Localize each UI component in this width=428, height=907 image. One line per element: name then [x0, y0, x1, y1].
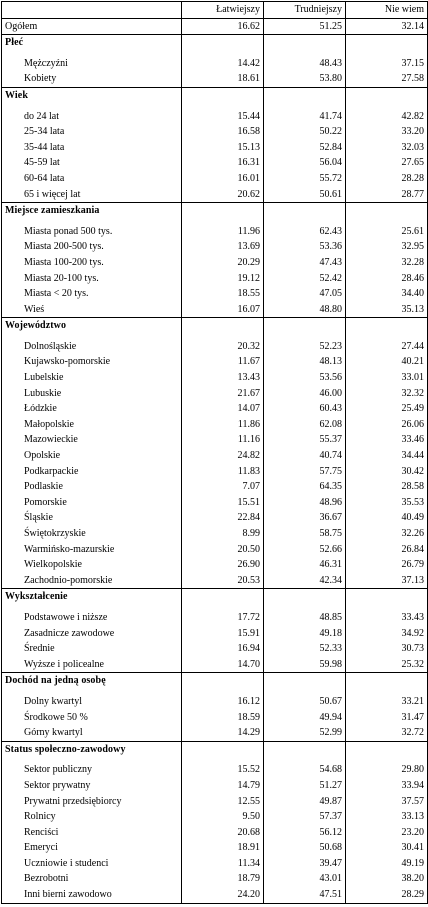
cell-harder: 48.96: [264, 495, 346, 511]
row-label: Emeryci: [2, 840, 182, 856]
cell-easier: 16.58: [182, 124, 264, 140]
section-title: Województwo: [2, 318, 182, 334]
cell-harder: 40.74: [264, 448, 346, 464]
table-row: [2, 224, 428, 240]
section-header-row: [2, 318, 428, 334]
row-label: 45-59 lat: [2, 155, 182, 171]
column-header-harder: Trudniejszy: [264, 2, 346, 19]
row-label: 60-64 lata: [2, 171, 182, 187]
table-row: [2, 187, 428, 203]
cell-harder: 52.84: [264, 140, 346, 156]
cell-easier: 14.70: [182, 657, 264, 673]
cell-harder: 43.01: [264, 871, 346, 887]
cell-harder: 49.94: [264, 710, 346, 726]
cell-harder: 55.72: [264, 171, 346, 187]
cell-harder: 46.31: [264, 557, 346, 573]
section-title: Miejsce zamieszkania: [2, 203, 182, 219]
cell-dont-know: 32.28: [346, 255, 428, 271]
cell-harder: 52.66: [264, 542, 346, 558]
header-row: [2, 2, 428, 19]
empty-cell: [182, 673, 264, 689]
cell-dont-know: 40.21: [346, 354, 428, 370]
row-label: Zachodnio-pomorskie: [2, 573, 182, 589]
cell-harder: 46.00: [264, 386, 346, 402]
cell-harder: 56.12: [264, 825, 346, 841]
section-title: Wykształcenie: [2, 589, 182, 605]
cell-easier: 20.53: [182, 573, 264, 589]
table-row: [2, 354, 428, 370]
cell-dont-know: 33.20: [346, 124, 428, 140]
row-label: Miasta < 20 tys.: [2, 286, 182, 302]
empty-cell: [182, 741, 264, 757]
row-label: Wieś: [2, 302, 182, 318]
row-label: Dolnośląskie: [2, 339, 182, 355]
table-row: [2, 171, 428, 187]
cell-dont-know: 32.03: [346, 140, 428, 156]
table-row: [2, 778, 428, 794]
table-row: [2, 417, 428, 433]
empty-cell: [346, 741, 428, 757]
cell-harder: 52.23: [264, 339, 346, 355]
empty-cell: [182, 589, 264, 605]
cell-easier: 15.13: [182, 140, 264, 156]
table-row: [2, 542, 428, 558]
cell-harder: 57.37: [264, 809, 346, 825]
row-label: 35-44 lata: [2, 140, 182, 156]
cell-easier: 11.83: [182, 464, 264, 480]
row-label: Śląskie: [2, 510, 182, 526]
empty-cell: [346, 87, 428, 103]
cell-easier: 20.62: [182, 187, 264, 203]
cell-easier: 18.61: [182, 71, 264, 87]
cell-dont-know: 32.26: [346, 526, 428, 542]
table-row: [2, 155, 428, 171]
row-label: Podlaskie: [2, 479, 182, 495]
empty-cell: [264, 203, 346, 219]
row-label: Średnie: [2, 641, 182, 657]
section-header-row: [2, 589, 428, 605]
table-row: [2, 610, 428, 626]
cell-harder: 47.51: [264, 887, 346, 903]
cell-dont-know: 30.73: [346, 641, 428, 657]
table-row: [2, 255, 428, 271]
cell-dont-know: 33.21: [346, 694, 428, 710]
cell-dont-know: 30.41: [346, 840, 428, 856]
row-label: Sektor publiczny: [2, 762, 182, 778]
cell-dont-know: 34.40: [346, 286, 428, 302]
cell-dont-know: 32.32: [346, 386, 428, 402]
section-header-row: [2, 87, 428, 103]
table-row: [2, 479, 428, 495]
row-label: Zasadnicze zawodowe: [2, 626, 182, 642]
empty-cell: [264, 589, 346, 605]
row-label: Mężczyźni: [2, 56, 182, 72]
cell-dont-know: 37.15: [346, 56, 428, 72]
cell-harder: 62.43: [264, 224, 346, 240]
empty-cell: [264, 87, 346, 103]
cell-easier: 16.31: [182, 155, 264, 171]
cell-easier: 20.50: [182, 542, 264, 558]
cell-dont-know: 42.82: [346, 109, 428, 125]
row-label: Renciści: [2, 825, 182, 841]
table-row: [2, 271, 428, 287]
table-row: [2, 401, 428, 417]
cell-harder: 53.56: [264, 370, 346, 386]
cell-dont-know: 33.13: [346, 809, 428, 825]
table-row: [2, 626, 428, 642]
cell-easier: 15.52: [182, 762, 264, 778]
row-label: Miasta 100-200 tys.: [2, 255, 182, 271]
table-row: [2, 286, 428, 302]
cell-easier: 14.42: [182, 56, 264, 72]
cell-easier: 16.01: [182, 171, 264, 187]
cell-easier: 20.29: [182, 255, 264, 271]
cell-easier: 19.12: [182, 271, 264, 287]
cell-dont-know: 35.53: [346, 495, 428, 511]
overall-row: [2, 18, 428, 35]
empty-cell: [346, 35, 428, 51]
cell-dont-know: 26.79: [346, 557, 428, 573]
cell-easier: 15.91: [182, 626, 264, 642]
empty-cell: [264, 35, 346, 51]
table-row: [2, 840, 428, 856]
section-header-row: [2, 741, 428, 757]
cell-easier: 18.55: [182, 286, 264, 302]
table-row: [2, 641, 428, 657]
cell-harder: 50.68: [264, 840, 346, 856]
cell-dont-know: 33.43: [346, 610, 428, 626]
empty-cell: [346, 203, 428, 219]
row-label: Małopolskie: [2, 417, 182, 433]
cell-dont-know: 26.06: [346, 417, 428, 433]
row-label: Ogółem: [2, 18, 182, 35]
table-row: [2, 825, 428, 841]
cell-dont-know: 34.92: [346, 626, 428, 642]
cell-dont-know: 32.14: [346, 18, 428, 35]
cell-harder: 50.67: [264, 694, 346, 710]
table-row: [2, 464, 428, 480]
row-label: Mazowieckie: [2, 432, 182, 448]
row-label: Miasta ponad 500 tys.: [2, 224, 182, 240]
section-header-row: [2, 673, 428, 689]
row-label: Inni bierni zawodowo: [2, 887, 182, 903]
cell-dont-know: 27.44: [346, 339, 428, 355]
section-title: Płeć: [2, 35, 182, 51]
row-label: Sektor prywatny: [2, 778, 182, 794]
table-row: [2, 239, 428, 255]
cell-dont-know: 33.01: [346, 370, 428, 386]
cell-easier: 9.50: [182, 809, 264, 825]
cell-dont-know: 28.58: [346, 479, 428, 495]
table-row: [2, 557, 428, 573]
cell-harder: 47.43: [264, 255, 346, 271]
section-title: Dochód na jedną osobę: [2, 673, 182, 689]
cell-easier: 18.59: [182, 710, 264, 726]
table-row: [2, 710, 428, 726]
cell-dont-know: 27.58: [346, 71, 428, 87]
table-row: [2, 386, 428, 402]
cell-easier: 8.99: [182, 526, 264, 542]
table-row: [2, 56, 428, 72]
table-row: [2, 370, 428, 386]
cell-dont-know: 40.49: [346, 510, 428, 526]
cell-harder: 48.13: [264, 354, 346, 370]
table-row: [2, 657, 428, 673]
row-label: 65 i więcej lat: [2, 187, 182, 203]
cell-harder: 39.47: [264, 856, 346, 872]
cell-easier: 16.94: [182, 641, 264, 657]
section-title: Status społeczno-zawodowy: [2, 741, 182, 757]
column-header-easier: Łatwiejszy: [182, 2, 264, 19]
section-header-row: [2, 203, 428, 219]
row-label: Rolnicy: [2, 809, 182, 825]
row-label: Lubelskie: [2, 370, 182, 386]
cell-easier: 7.07: [182, 479, 264, 495]
cell-easier: 15.44: [182, 109, 264, 125]
cell-easier: 18.79: [182, 871, 264, 887]
table-row: [2, 694, 428, 710]
cell-harder: 56.04: [264, 155, 346, 171]
table-row: [2, 887, 428, 903]
row-label: Prywatni przedsiębiorcy: [2, 794, 182, 810]
cell-harder: 52.33: [264, 641, 346, 657]
cell-easier: 16.62: [182, 18, 264, 35]
cell-dont-know: 37.57: [346, 794, 428, 810]
row-label: do 24 lat: [2, 109, 182, 125]
column-header-dont-know: Nie wiem: [346, 2, 428, 19]
cell-harder: 64.35: [264, 479, 346, 495]
cell-harder: 49.87: [264, 794, 346, 810]
cell-easier: 21.67: [182, 386, 264, 402]
row-label: Opolskie: [2, 448, 182, 464]
cell-easier: 14.79: [182, 778, 264, 794]
cell-easier: 16.07: [182, 302, 264, 318]
row-label: Miasta 200-500 tys.: [2, 239, 182, 255]
row-label: Podstawowe i niższe: [2, 610, 182, 626]
row-label: Środkowe 50 %: [2, 710, 182, 726]
empty-cell: [182, 318, 264, 334]
row-label: 25-34 lata: [2, 124, 182, 140]
cell-easier: 11.34: [182, 856, 264, 872]
cell-dont-know: 30.42: [346, 464, 428, 480]
row-label: Łódzkie: [2, 401, 182, 417]
row-label: Wielkopolskie: [2, 557, 182, 573]
cell-easier: 18.91: [182, 840, 264, 856]
cell-harder: 60.43: [264, 401, 346, 417]
cell-harder: 52.99: [264, 725, 346, 741]
table-row: [2, 109, 428, 125]
cell-dont-know: 28.28: [346, 171, 428, 187]
table-row: [2, 856, 428, 872]
cell-harder: 48.80: [264, 302, 346, 318]
empty-cell: [182, 203, 264, 219]
cell-easier: 22.84: [182, 510, 264, 526]
cell-easier: 14.29: [182, 725, 264, 741]
cell-dont-know: 29.80: [346, 762, 428, 778]
row-label: Uczniowie i studenci: [2, 856, 182, 872]
row-label: Górny kwartyl: [2, 725, 182, 741]
row-label: Miasta 20-100 tys.: [2, 271, 182, 287]
cell-dont-know: 32.95: [346, 239, 428, 255]
cell-harder: 53.80: [264, 71, 346, 87]
section-title: Wiek: [2, 87, 182, 103]
cell-dont-know: 35.13: [346, 302, 428, 318]
cell-dont-know: 25.61: [346, 224, 428, 240]
row-label: Świętokrzyskie: [2, 526, 182, 542]
cell-harder: 59.98: [264, 657, 346, 673]
cell-easier: 24.82: [182, 448, 264, 464]
table-row: [2, 124, 428, 140]
table-row: [2, 573, 428, 589]
table-row: [2, 339, 428, 355]
cell-dont-know: 25.32: [346, 657, 428, 673]
cell-dont-know: 27.65: [346, 155, 428, 171]
table-row: [2, 809, 428, 825]
cell-easier: 26.90: [182, 557, 264, 573]
cell-dont-know: 38.20: [346, 871, 428, 887]
table-row: [2, 448, 428, 464]
cell-dont-know: 32.72: [346, 725, 428, 741]
column-header: [2, 2, 182, 19]
row-label: Podkarpackie: [2, 464, 182, 480]
empty-cell: [346, 318, 428, 334]
cell-harder: 50.61: [264, 187, 346, 203]
cell-harder: 49.18: [264, 626, 346, 642]
table-row: [2, 794, 428, 810]
row-label: Wyższe i policealne: [2, 657, 182, 673]
row-label: Warmińsko-mazurskie: [2, 542, 182, 558]
cell-easier: 20.68: [182, 825, 264, 841]
empty-cell: [264, 318, 346, 334]
cell-easier: 15.51: [182, 495, 264, 511]
cell-dont-know: 28.46: [346, 271, 428, 287]
cell-harder: 36.67: [264, 510, 346, 526]
section-header-row: [2, 35, 428, 51]
empty-cell: [346, 589, 428, 605]
row-label: Lubuskie: [2, 386, 182, 402]
cell-easier: 13.43: [182, 370, 264, 386]
cell-easier: 16.12: [182, 694, 264, 710]
cell-harder: 54.68: [264, 762, 346, 778]
cell-dont-know: 49.19: [346, 856, 428, 872]
cell-easier: 11.86: [182, 417, 264, 433]
results-table: [1, 1, 428, 904]
cell-dont-know: 33.94: [346, 778, 428, 794]
cell-easier: 11.96: [182, 224, 264, 240]
row-label: Kujawsko-pomorskie: [2, 354, 182, 370]
cell-dont-know: 28.29: [346, 887, 428, 903]
cell-easier: 17.72: [182, 610, 264, 626]
cell-dont-know: 37.13: [346, 573, 428, 589]
table-row: [2, 725, 428, 741]
cell-harder: 50.22: [264, 124, 346, 140]
cell-harder: 42.34: [264, 573, 346, 589]
cell-harder: 52.42: [264, 271, 346, 287]
cell-harder: 58.75: [264, 526, 346, 542]
table-row: [2, 71, 428, 87]
empty-cell: [182, 35, 264, 51]
row-label: Dolny kwartyl: [2, 694, 182, 710]
cell-harder: 51.25: [264, 18, 346, 35]
table-row: [2, 140, 428, 156]
empty-cell: [346, 673, 428, 689]
cell-easier: 20.32: [182, 339, 264, 355]
cell-easier: 11.67: [182, 354, 264, 370]
cell-dont-know: 34.44: [346, 448, 428, 464]
cell-harder: 51.27: [264, 778, 346, 794]
cell-harder: 62.08: [264, 417, 346, 433]
cell-dont-know: 26.84: [346, 542, 428, 558]
table-row: [2, 432, 428, 448]
table-row: [2, 302, 428, 318]
cell-easier: 24.20: [182, 887, 264, 903]
row-label: Kobiety: [2, 71, 182, 87]
cell-easier: 14.07: [182, 401, 264, 417]
table-row: [2, 526, 428, 542]
cell-dont-know: 31.47: [346, 710, 428, 726]
table-row: [2, 495, 428, 511]
cell-dont-know: 33.46: [346, 432, 428, 448]
cell-harder: 48.43: [264, 56, 346, 72]
table-row: [2, 871, 428, 887]
cell-harder: 48.85: [264, 610, 346, 626]
empty-cell: [264, 741, 346, 757]
cell-dont-know: 28.77: [346, 187, 428, 203]
table-row: [2, 510, 428, 526]
cell-easier: 11.16: [182, 432, 264, 448]
cell-harder: 47.05: [264, 286, 346, 302]
row-label: Bezrobotni: [2, 871, 182, 887]
cell-dont-know: 23.20: [346, 825, 428, 841]
cell-easier: 12.55: [182, 794, 264, 810]
cell-easier: 13.69: [182, 239, 264, 255]
row-label: Pomorskie: [2, 495, 182, 511]
cell-harder: 55.37: [264, 432, 346, 448]
empty-cell: [264, 673, 346, 689]
cell-harder: 57.75: [264, 464, 346, 480]
table-row: [2, 762, 428, 778]
cell-harder: 53.36: [264, 239, 346, 255]
cell-dont-know: 25.49: [346, 401, 428, 417]
cell-harder: 41.74: [264, 109, 346, 125]
empty-cell: [182, 87, 264, 103]
